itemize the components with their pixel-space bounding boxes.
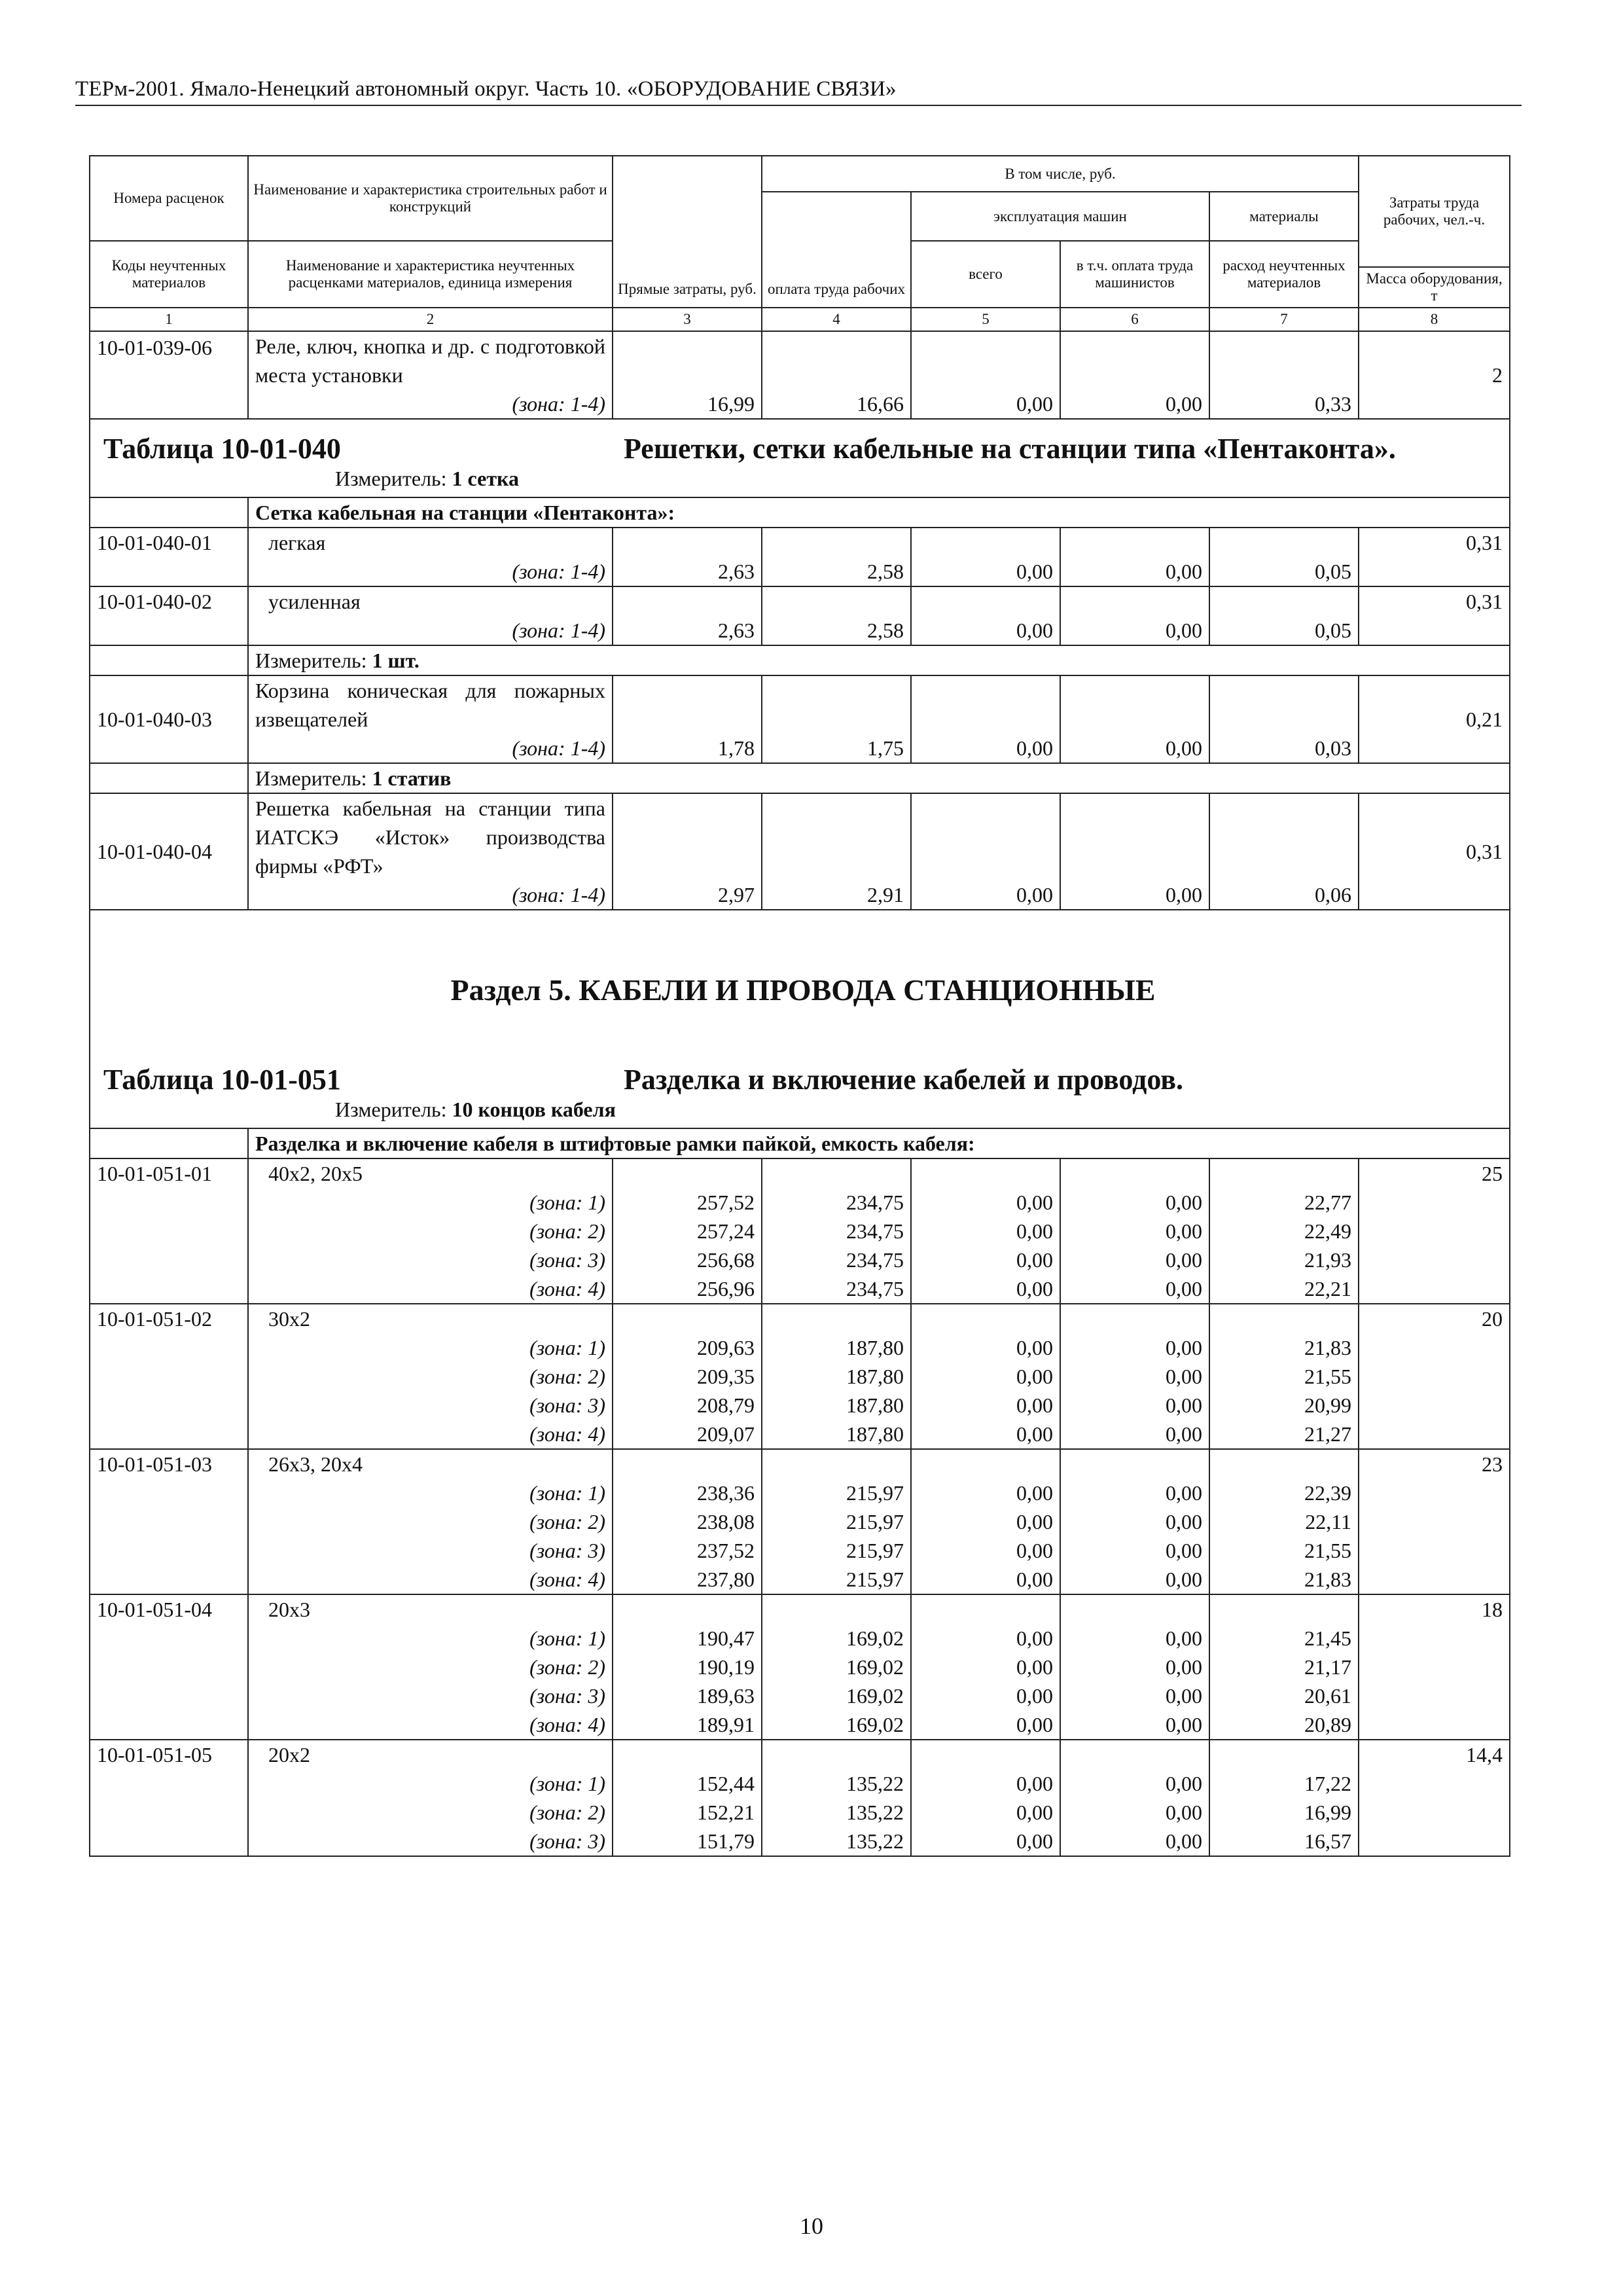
machines-total: 0,00 — [1016, 1481, 1053, 1505]
rate-code: 10-01-040-01 — [90, 528, 248, 586]
machinists-pay: 0,00 — [1166, 1248, 1202, 1272]
zone-label: (зона: 3) — [529, 1248, 605, 1272]
zone-label: (зона: 2) — [529, 1365, 605, 1388]
rate-name-text: Корзина коническая для пожарных извещателей — [255, 679, 605, 731]
materials-cost-cell — [1209, 1449, 1359, 1594]
zone-label: (зона: 2) — [529, 1510, 605, 1534]
zoned-rows — [90, 1158, 1510, 1856]
direct-cost: 209,07 — [697, 1422, 755, 1446]
table-title: Решетки, сетки кабельные на станции типа «Пентаконта». — [624, 433, 1396, 465]
materials-cost: 21,27 — [1304, 1422, 1352, 1446]
zone-label: (зона: 1-4) — [512, 736, 605, 760]
page-number: 10 — [800, 2213, 823, 2239]
rate-code: 10-01-051-04 — [90, 1594, 248, 1740]
machinists-pay-cell — [1060, 1158, 1209, 1304]
table-row — [90, 675, 1510, 763]
materials-cost: 0,05 — [1209, 528, 1359, 586]
col-number: 1 — [90, 308, 248, 331]
labor-hours: 2 — [1359, 331, 1510, 419]
rate-name-text: легкая — [268, 531, 326, 554]
machinists-pay: 0,00 — [1060, 793, 1209, 910]
direct-cost: 257,24 — [697, 1219, 755, 1243]
direct-cost-cell — [613, 1158, 762, 1304]
measure-value: 1 шт. — [372, 649, 419, 672]
labor-hours: 0,21 — [1359, 675, 1510, 763]
col-number: 7 — [1209, 308, 1359, 331]
table-title-row — [90, 419, 1510, 497]
machinists-pay: 0,00 — [1166, 1684, 1202, 1708]
zone-label: (зона: 1-4) — [512, 392, 605, 416]
labor-pay: 234,75 — [846, 1219, 904, 1243]
labor-hours: 0,31 — [1359, 586, 1510, 645]
labor-pay: 234,75 — [846, 1277, 904, 1300]
labor-hours: 20 — [1359, 1304, 1510, 1449]
zone-label: (зона: 1) — [529, 1336, 605, 1359]
materials-cost: 20,61 — [1304, 1684, 1352, 1708]
zone-label: (зона: 1-4) — [512, 619, 605, 642]
machinists-pay-cell — [1060, 1304, 1209, 1449]
direct-cost-cell — [613, 1304, 762, 1449]
zone-label: (зона: 1-4) — [512, 560, 605, 583]
machinists-pay: 0,00 — [1166, 1336, 1202, 1359]
machines-total: 0,00 — [1016, 1393, 1053, 1417]
section-cell — [90, 910, 1510, 1128]
table-row — [90, 528, 1510, 586]
machines-total: 0,00 — [1016, 1713, 1053, 1736]
rate-name — [248, 1740, 613, 1856]
direct-cost: 2,63 — [613, 528, 762, 586]
col-number: 8 — [1359, 308, 1510, 331]
machinists-pay: 0,00 — [1166, 1510, 1202, 1534]
labor-pay: 135,22 — [846, 1772, 904, 1795]
zone-label: (зона: 4) — [529, 1568, 605, 1591]
labor-pay: 169,02 — [846, 1713, 904, 1736]
machinists-pay: 0,00 — [1166, 1655, 1202, 1679]
table-row — [90, 1740, 1510, 1856]
machinists-pay: 0,00 — [1166, 1277, 1202, 1300]
machinists-pay: 0,00 — [1060, 675, 1209, 763]
table-row — [90, 1304, 1510, 1449]
direct-cost: 208,79 — [697, 1393, 755, 1417]
measure-label: Измеритель: — [255, 649, 367, 672]
direct-cost: 151,79 — [697, 1829, 755, 1853]
materials-cost: 17,22 — [1304, 1772, 1352, 1795]
materials-cost-cell — [1209, 1740, 1359, 1856]
measure-line — [248, 763, 1510, 793]
rate-name — [248, 528, 613, 586]
direct-cost: 1,78 — [613, 675, 762, 763]
labor-pay-cell — [762, 1594, 911, 1740]
zone-label: (зона: 4) — [529, 1422, 605, 1446]
direct-cost: 237,52 — [697, 1539, 755, 1562]
machinists-pay: 0,00 — [1060, 528, 1209, 586]
direct-cost: 237,80 — [697, 1568, 755, 1591]
labor-pay: 215,97 — [846, 1539, 904, 1562]
labor-pay: 16,66 — [762, 331, 911, 419]
head-col8-bottom: Масса оборудования, т — [1359, 267, 1510, 308]
measure-value: 1 статив — [372, 766, 452, 790]
machines-total-cell — [911, 1594, 1060, 1740]
machinists-pay-cell — [1060, 1449, 1209, 1594]
zone-label: (зона: 3) — [529, 1393, 605, 1417]
measure-line — [103, 465, 1503, 492]
machines-total: 0,00 — [1016, 1277, 1053, 1300]
table-row — [90, 793, 1510, 910]
labor-hours: 0,31 — [1359, 528, 1510, 586]
rate-name — [248, 1158, 613, 1304]
materials-cost-cell — [1209, 1158, 1359, 1304]
direct-cost: 190,47 — [697, 1626, 755, 1650]
machines-total: 0,00 — [1016, 1539, 1053, 1562]
machinists-pay: 0,00 — [1166, 1219, 1202, 1243]
machinists-pay: 0,00 — [1166, 1772, 1202, 1795]
rate-name — [248, 1304, 613, 1449]
zone-label: (зона: 2) — [529, 1801, 605, 1824]
machines-total: 0,00 — [1016, 1568, 1053, 1591]
table-row — [90, 1158, 1510, 1304]
rate-name-text: Решетка кабельная на станции типа ИАТСКЭ «Исток» производства фирмы «РФТ» — [255, 797, 605, 878]
materials-cost-cell — [1209, 1304, 1359, 1449]
head-machines: эксплуатация машин — [911, 192, 1209, 241]
table-row — [90, 586, 1510, 645]
rate-name-text: 20x2 — [268, 1743, 310, 1767]
zone-label: (зона: 1) — [529, 1481, 605, 1505]
table-row — [90, 331, 1510, 419]
labor-pay: 187,80 — [846, 1336, 904, 1359]
machines-total: 0,00 — [1016, 1801, 1053, 1824]
machinists-pay: 0,00 — [1166, 1191, 1202, 1214]
machinists-pay: 0,00 — [1166, 1481, 1202, 1505]
zone-label: (зона: 3) — [529, 1539, 605, 1562]
direct-cost: 209,63 — [697, 1336, 755, 1359]
rate-name-text: 30x2 — [268, 1307, 310, 1331]
head-col4: оплата труда рабочих — [762, 192, 911, 308]
labor-pay: 2,58 — [762, 586, 911, 645]
machinists-pay: 0,00 — [1166, 1393, 1202, 1417]
head-col5: всего — [911, 241, 1060, 308]
direct-cost: 190,19 — [697, 1655, 755, 1679]
machines-total: 0,00 — [1016, 1772, 1053, 1795]
zone-label: (зона: 1) — [529, 1626, 605, 1650]
table-number: Таблица 10-01-040 — [103, 433, 341, 465]
head-materials: материалы — [1209, 192, 1359, 241]
machines-total: 0,00 — [911, 586, 1060, 645]
rate-code: 10-01-051-05 — [90, 1740, 248, 1856]
head-col1-bottom: Коды неучтенных материалов — [90, 241, 248, 308]
rate-name — [248, 1449, 613, 1594]
labor-pay-cell — [762, 1449, 911, 1594]
direct-cost: 152,21 — [697, 1801, 755, 1824]
materials-cost: 22,49 — [1304, 1219, 1352, 1243]
head-col1-top: Номера расценок — [90, 156, 248, 241]
labor-pay: 169,02 — [846, 1655, 904, 1679]
materials-cost: 22,39 — [1304, 1481, 1352, 1505]
labor-pay: 169,02 — [846, 1684, 904, 1708]
direct-cost: 256,68 — [697, 1248, 755, 1272]
column-numbers-row — [90, 308, 1510, 331]
direct-cost-cell — [613, 1740, 762, 1856]
machinists-pay: 0,00 — [1060, 586, 1209, 645]
labor-pay: 187,80 — [846, 1393, 904, 1417]
materials-cost: 0,33 — [1209, 331, 1359, 419]
table-title: Разделка и включение кабелей и проводов. — [624, 1064, 1183, 1096]
rate-code: 10-01-040-03 — [90, 675, 248, 763]
col-number: 6 — [1060, 308, 1209, 331]
materials-cost: 20,89 — [1304, 1713, 1352, 1736]
direct-cost: 2,63 — [613, 586, 762, 645]
machines-total: 0,00 — [911, 331, 1060, 419]
table-number: Таблица 10-01-051 — [103, 1064, 341, 1096]
col-number: 4 — [762, 308, 911, 331]
machinists-pay: 0,00 — [1166, 1829, 1202, 1853]
machines-total: 0,00 — [1016, 1365, 1053, 1388]
materials-cost: 16,57 — [1304, 1829, 1352, 1853]
machines-total: 0,00 — [1016, 1248, 1053, 1272]
measure-label: Измеритель: — [335, 467, 447, 490]
materials-cost: 21,83 — [1304, 1336, 1352, 1359]
direct-cost: 152,44 — [697, 1772, 755, 1795]
rate-name-text: усиленная — [268, 590, 361, 613]
zone-label: (зона: 1) — [529, 1772, 605, 1795]
labor-pay: 135,22 — [846, 1801, 904, 1824]
measure-value: 10 концов кабеля — [452, 1098, 616, 1121]
machinists-pay: 0,00 — [1166, 1801, 1202, 1824]
group-title: Сетка кабельная на станции «Пентаконта»: — [248, 497, 1510, 528]
machines-total: 0,00 — [1016, 1336, 1053, 1359]
labor-pay: 2,58 — [762, 528, 911, 586]
labor-pay: 187,80 — [846, 1422, 904, 1446]
table-title-cell — [90, 419, 1510, 497]
machines-total: 0,00 — [1016, 1510, 1053, 1534]
measure-row — [90, 645, 1510, 675]
machines-total: 0,00 — [1016, 1422, 1053, 1446]
direct-cost: 257,52 — [697, 1191, 755, 1214]
materials-cost: 0,05 — [1209, 586, 1359, 645]
machines-total: 0,00 — [1016, 1219, 1053, 1243]
materials-cost: 16,99 — [1304, 1801, 1352, 1824]
materials-cost: 22,11 — [1305, 1510, 1352, 1534]
labor-pay: 215,97 — [846, 1481, 904, 1505]
col-number: 3 — [613, 308, 762, 331]
labor-hours: 18 — [1359, 1594, 1510, 1740]
machines-total: 0,00 — [911, 793, 1060, 910]
zone-label: (зона: 4) — [529, 1713, 605, 1736]
rate-name — [248, 793, 613, 910]
section-row — [90, 910, 1510, 1128]
labor-hours: 25 — [1359, 1158, 1510, 1304]
labor-hours: 14,4 — [1359, 1740, 1510, 1856]
machines-total-cell — [911, 1449, 1060, 1594]
machinists-pay: 0,00 — [1166, 1568, 1202, 1591]
measure-label: Измеритель: — [255, 766, 367, 790]
machines-total: 0,00 — [1016, 1829, 1053, 1853]
header-rule — [75, 105, 1522, 106]
head-col2-bottom: Наименование и характеристика неучтенных расценками материалов, единица измерения — [248, 241, 613, 308]
rate-code: 10-01-051-02 — [90, 1304, 248, 1449]
machinists-pay: 0,00 — [1166, 1713, 1202, 1736]
machinists-pay: 0,00 — [1060, 331, 1209, 419]
head-col7: расход неучтенных материалов — [1209, 241, 1359, 308]
machines-total: 0,00 — [1016, 1655, 1053, 1679]
zone-label: (зона: 2) — [529, 1219, 605, 1243]
measure-row — [90, 763, 1510, 793]
measure-value: 1 сетка — [452, 467, 519, 490]
group-row — [90, 1128, 1510, 1158]
machines-total: 0,00 — [911, 675, 1060, 763]
labor-pay: 1,75 — [762, 675, 911, 763]
labor-pay-cell — [762, 1158, 911, 1304]
head-col3: Прямые затраты, руб. — [613, 156, 762, 308]
labor-hours: 0,31 — [1359, 793, 1510, 910]
head-col2-top: Наименование и характеристика строительных работ и конструкций — [248, 156, 613, 241]
labor-pay: 135,22 — [846, 1829, 904, 1853]
measure-line — [103, 1096, 1503, 1122]
machinists-pay-cell — [1060, 1740, 1209, 1856]
rate-name — [248, 1594, 613, 1740]
materials-cost-cell — [1209, 1594, 1359, 1740]
machines-total: 0,00 — [1016, 1191, 1053, 1214]
materials-cost: 0,06 — [1209, 793, 1359, 910]
direct-cost-cell — [613, 1594, 762, 1740]
head-including: В том числе, руб. — [762, 156, 1359, 192]
zone-label: (зона: 1) — [529, 1191, 605, 1214]
labor-pay: 2,91 — [762, 793, 911, 910]
direct-cost: 209,35 — [697, 1365, 755, 1388]
labor-hours: 23 — [1359, 1449, 1510, 1594]
rate-name-text: 26x3, 20x4 — [268, 1452, 363, 1476]
rate-name — [248, 675, 613, 763]
table-head — [90, 156, 1510, 331]
col-number: 5 — [911, 308, 1060, 331]
rate-name-text: Реле, ключ, кнопка и др. с подготовкой места установки — [255, 334, 605, 387]
group-title: Разделка и включение кабеля в штифтовые рамки пайкой, емкость кабеля: — [248, 1128, 1510, 1158]
labor-pay-cell — [762, 1740, 911, 1856]
zone-label: (зона: 2) — [529, 1655, 605, 1679]
materials-cost: 21,45 — [1304, 1626, 1352, 1650]
direct-cost: 16,99 — [613, 331, 762, 419]
machinists-pay: 0,00 — [1166, 1422, 1202, 1446]
rate-name — [248, 331, 613, 419]
running-header: ТЕРм-2001. Ямало-Ненецкий автономный округ. Часть 10. «ОБОРУДОВАНИЕ СВЯЗИ» — [75, 77, 897, 101]
rate-name-text: 20x3 — [268, 1598, 310, 1621]
rate-code: 10-01-040-04 — [90, 793, 248, 910]
machinists-pay: 0,00 — [1166, 1539, 1202, 1562]
measure-line — [248, 645, 1510, 675]
labor-pay: 234,75 — [846, 1248, 904, 1272]
labor-pay: 187,80 — [846, 1365, 904, 1388]
direct-cost: 2,97 — [613, 793, 762, 910]
labor-pay: 215,97 — [846, 1510, 904, 1534]
materials-cost: 21,93 — [1304, 1248, 1352, 1272]
machinists-pay: 0,00 — [1166, 1626, 1202, 1650]
zone-label: (зона: 3) — [529, 1829, 605, 1853]
rate-name-text: 40x2, 20x5 — [268, 1162, 363, 1185]
direct-cost-cell — [613, 1449, 762, 1594]
direct-cost: 238,08 — [697, 1510, 755, 1534]
machines-total-cell — [911, 1740, 1060, 1856]
materials-cost: 21,55 — [1304, 1539, 1352, 1562]
head-col8-top: Затраты труда рабочих, чел.-ч. — [1359, 156, 1510, 267]
section-title: Раздел 5. КАБЕЛИ И ПРОВОДА СТАНЦИОННЫЕ — [450, 973, 1156, 1007]
materials-cost: 0,03 — [1209, 675, 1359, 763]
materials-cost: 22,21 — [1304, 1277, 1352, 1300]
machinists-pay: 0,00 — [1166, 1365, 1202, 1388]
machines-total-cell — [911, 1158, 1060, 1304]
materials-cost: 22,77 — [1304, 1191, 1352, 1214]
rate-name — [248, 586, 613, 645]
rate-code: 10-01-051-03 — [90, 1449, 248, 1594]
direct-cost: 256,96 — [697, 1277, 755, 1300]
machinists-pay-cell — [1060, 1594, 1209, 1740]
zone-label: (зона: 1-4) — [512, 883, 605, 906]
labor-pay-cell — [762, 1304, 911, 1449]
rates-table — [89, 155, 1510, 1857]
table-row — [90, 1449, 1510, 1594]
direct-cost: 238,36 — [697, 1481, 755, 1505]
labor-pay: 169,02 — [846, 1626, 904, 1650]
materials-cost: 21,55 — [1304, 1365, 1352, 1388]
machines-total-cell — [911, 1304, 1060, 1449]
head-col6: в т.ч. оплата труда машинистов — [1060, 241, 1209, 308]
direct-cost: 189,63 — [697, 1684, 755, 1708]
table-row — [90, 1594, 1510, 1740]
labor-pay: 234,75 — [846, 1191, 904, 1214]
zone-label: (зона: 4) — [529, 1277, 605, 1300]
materials-cost: 21,17 — [1304, 1655, 1352, 1679]
rate-code: 10-01-051-01 — [90, 1158, 248, 1304]
rate-code: 10-01-040-02 — [90, 586, 248, 645]
machines-total: 0,00 — [1016, 1626, 1053, 1650]
measure-label: Измеритель: — [335, 1098, 447, 1121]
rate-code: 10-01-039-06 — [90, 331, 248, 419]
materials-cost: 21,83 — [1304, 1568, 1352, 1591]
zone-label: (зона: 3) — [529, 1684, 605, 1708]
machines-total: 0,00 — [1016, 1684, 1053, 1708]
direct-cost: 189,91 — [697, 1713, 755, 1736]
labor-pay: 215,97 — [846, 1568, 904, 1591]
machines-total: 0,00 — [911, 528, 1060, 586]
group-row — [90, 497, 1510, 528]
materials-cost: 20,99 — [1304, 1393, 1352, 1417]
col-number: 2 — [248, 308, 613, 331]
